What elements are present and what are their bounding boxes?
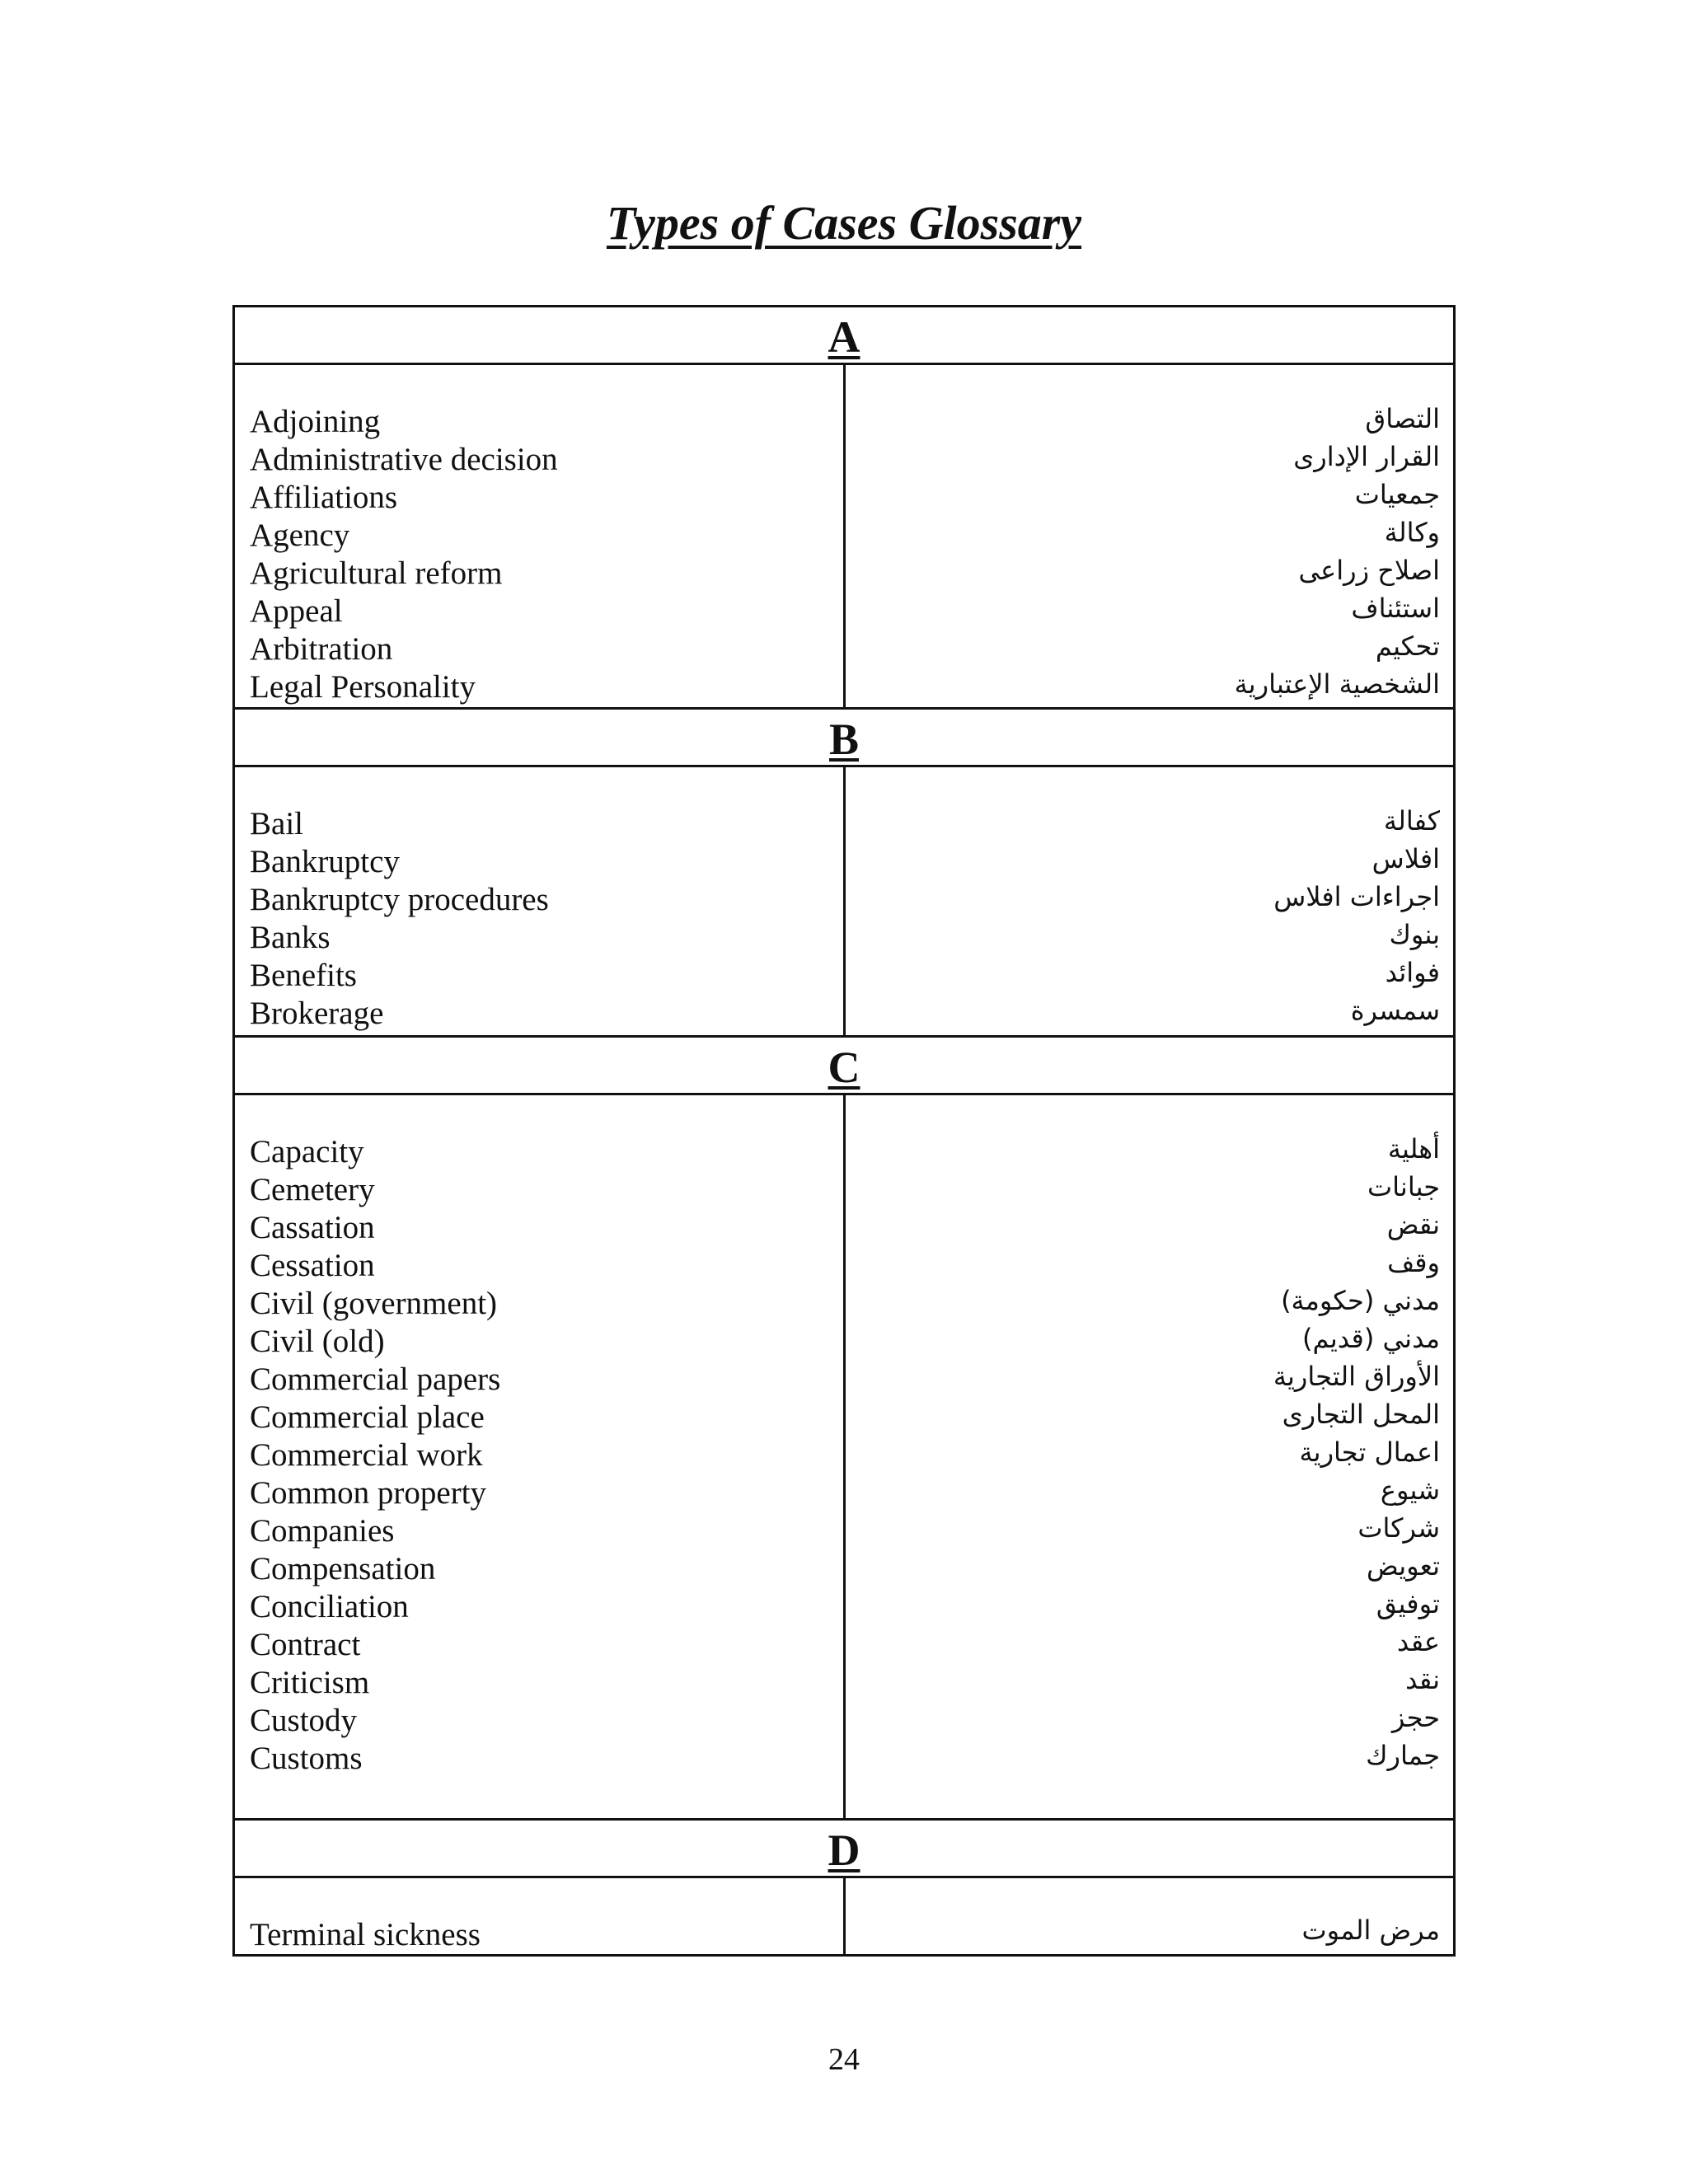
section-header-a xyxy=(235,307,1453,365)
english-term: Terminal sickness xyxy=(250,1917,481,1952)
english-term: Custody xyxy=(250,1703,358,1738)
arabic-term: الشخصية الإعتبارية xyxy=(1234,668,1440,700)
arabic-term: بنوك xyxy=(1389,919,1440,950)
arabic-column xyxy=(846,767,1453,1035)
section-header-d xyxy=(235,1821,1453,1878)
arabic-term: مدني (قديم) xyxy=(1302,1323,1440,1354)
english-term: Conciliation xyxy=(250,1589,409,1624)
arabic-term: شيوع xyxy=(1380,1474,1440,1506)
arabic-term: جمعيات xyxy=(1354,479,1440,510)
english-term: Common property xyxy=(250,1475,487,1511)
arabic-term: التصاق xyxy=(1365,403,1440,434)
arabic-term: افلاس xyxy=(1372,843,1440,874)
arabic-column xyxy=(846,1095,1453,1818)
arabic-term: أهلية xyxy=(1387,1133,1440,1165)
arabic-term: الأوراق التجارية xyxy=(1273,1361,1440,1392)
arabic-term: استئناف xyxy=(1351,593,1440,624)
english-term: Appeal xyxy=(250,593,343,629)
arabic-term: وكالة xyxy=(1384,517,1440,548)
page-number: 24 xyxy=(828,2042,860,2077)
arabic-term: تعويض xyxy=(1367,1550,1440,1582)
arabic-term: عقد xyxy=(1396,1626,1440,1657)
arabic-term: كفالة xyxy=(1383,805,1440,837)
arabic-term: القرار الإدارى xyxy=(1293,441,1440,472)
arabic-term: وقف xyxy=(1387,1247,1440,1278)
english-term: Criticism xyxy=(250,1665,370,1700)
section-entries-a xyxy=(235,365,1453,710)
english-term: Cemetery xyxy=(250,1172,375,1207)
english-column xyxy=(235,1878,846,1954)
english-term: Agency xyxy=(250,518,350,553)
english-term: Civil (old) xyxy=(250,1324,385,1359)
english-term: Arbitration xyxy=(250,631,393,667)
arabic-term: مدني (حكومة) xyxy=(1281,1285,1440,1316)
arabic-column xyxy=(846,1878,1453,1954)
arabic-term: فوائد xyxy=(1385,957,1440,988)
english-term: Commercial place xyxy=(250,1399,485,1435)
page-title: Types of Cases Glossary xyxy=(606,196,1082,250)
english-term: Companies xyxy=(250,1513,395,1549)
english-term: Capacity xyxy=(250,1134,364,1169)
english-term: Cassation xyxy=(250,1210,375,1245)
arabic-term: جمارك xyxy=(1366,1740,1440,1771)
section-letter: D xyxy=(828,1825,860,1875)
section-entries-b xyxy=(235,767,1453,1038)
english-column xyxy=(235,767,846,1035)
english-term: Administrative decision xyxy=(250,442,558,477)
english-term: Commercial papers xyxy=(250,1361,501,1397)
arabic-term: مرض الموت xyxy=(1301,1915,1440,1946)
section-letter: A xyxy=(828,312,860,362)
english-term: Banks xyxy=(250,920,331,955)
arabic-term: نقد xyxy=(1405,1664,1440,1695)
english-term: Affiliations xyxy=(250,480,398,515)
arabic-term: المحل التجارى xyxy=(1282,1399,1440,1430)
english-term: Brokerage xyxy=(250,996,384,1031)
arabic-term: توفيق xyxy=(1376,1588,1440,1619)
arabic-term: جبانات xyxy=(1367,1171,1440,1202)
english-term: Contract xyxy=(250,1627,361,1662)
english-term: Benefits xyxy=(250,958,357,993)
glossary-table xyxy=(232,305,1456,1957)
section-header-c xyxy=(235,1038,1453,1095)
english-term: Adjoining xyxy=(250,404,381,439)
english-term: Cessation xyxy=(250,1248,375,1283)
english-term: Bankruptcy procedures xyxy=(250,882,549,917)
english-term: Commercial work xyxy=(250,1437,483,1473)
english-column xyxy=(235,1095,846,1818)
english-term: Compensation xyxy=(250,1551,436,1586)
english-term: Civil (government) xyxy=(250,1286,498,1321)
english-term: Bankruptcy xyxy=(250,844,400,879)
arabic-term: شركات xyxy=(1357,1512,1440,1544)
arabic-term: تحكيم xyxy=(1375,630,1440,662)
english-term: Bail xyxy=(250,806,303,841)
arabic-term: اعمال تجارية xyxy=(1299,1436,1440,1468)
english-term: Customs xyxy=(250,1741,363,1776)
section-letter: B xyxy=(828,714,860,764)
section-header-b xyxy=(235,710,1453,767)
section-entries-d xyxy=(235,1878,1453,1954)
english-term: Agricultural reform xyxy=(250,555,503,591)
arabic-column xyxy=(846,365,1453,707)
english-term: Legal Personality xyxy=(250,669,476,705)
arabic-term: سمسرة xyxy=(1350,995,1440,1026)
english-column xyxy=(235,365,846,707)
arabic-term: اصلاح زراعى xyxy=(1298,555,1440,586)
arabic-term: حجز xyxy=(1391,1702,1440,1733)
section-entries-c xyxy=(235,1095,1453,1821)
section-letter: C xyxy=(828,1042,860,1092)
arabic-term: نقض xyxy=(1386,1209,1440,1240)
arabic-term: اجراءات افلاس xyxy=(1273,881,1440,912)
